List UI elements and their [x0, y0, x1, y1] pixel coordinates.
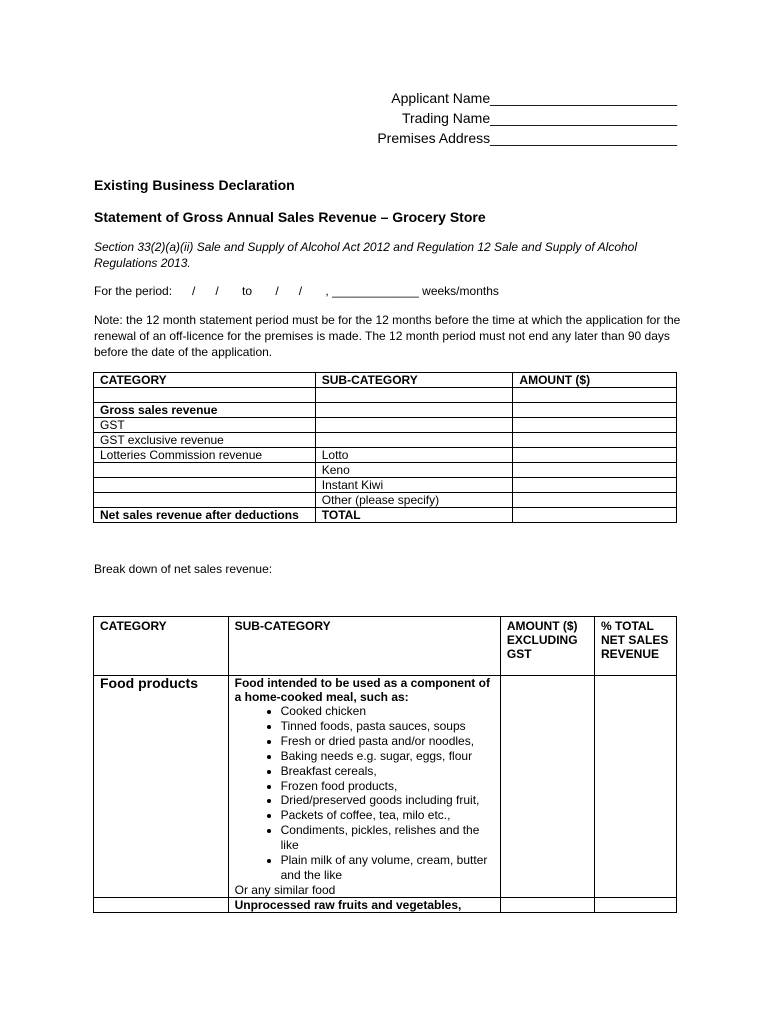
amount-cell[interactable]	[513, 508, 677, 523]
table-row	[94, 463, 677, 478]
list-item: • Breakfast cereals,	[281, 764, 494, 779]
table-cell: Gross sales revenue	[94, 403, 316, 418]
premises-address-field: Premises Address________________________	[377, 130, 677, 146]
table-row	[94, 508, 677, 523]
table-cell	[94, 478, 316, 493]
table-cell: TOTAL	[315, 508, 513, 523]
table-cell: GST exclusive revenue	[94, 433, 316, 448]
table-cell: Other (please specify)	[315, 493, 513, 508]
amount-cell[interactable]	[513, 418, 677, 433]
table-row	[94, 897, 677, 912]
table-header-row	[94, 373, 677, 388]
amount-cell[interactable]	[500, 676, 594, 898]
note-paragraph: Note: the 12 month statement period must be for the 12 months before the time at which the application for the renewal of an off-licence for the premises is made. The 12 month period must not end any later than 90 days before the date of the application.	[94, 313, 681, 359]
amount-cell[interactable]	[500, 897, 594, 912]
header-amount-excl-gst: AMOUNT ($) EXCLUDING GST	[500, 617, 594, 676]
food-outro-text: Or any similar food	[234, 882, 336, 897]
applicant-name-field: Applicant Name________________________	[391, 90, 677, 106]
header-category: CATEGORY	[94, 373, 316, 388]
table-row	[94, 403, 677, 418]
header-amount: AMOUNT ($)	[513, 373, 677, 388]
amount-cell[interactable]	[513, 448, 677, 463]
declaration-heading: Existing Business Declaration	[94, 177, 295, 193]
table-cell	[94, 897, 229, 912]
table-cell	[94, 388, 316, 403]
list-item: • Dried/preserved goods including fruit,	[281, 793, 494, 808]
list-item: • Condiments, pickles, relishes and the like	[281, 823, 494, 853]
list-item: • Fresh or dried pasta and/or noodles,	[281, 734, 494, 749]
amount-cell[interactable]	[513, 403, 677, 418]
table-row	[94, 388, 677, 403]
table-cell	[315, 433, 513, 448]
section-reference: Section 33(2)(a)(ii) Sale and Supply of Alcohol Act 2012 and Regulation 12 Sale and Supply of Alcohol Regulations 2013.	[94, 240, 638, 270]
table-cell	[315, 403, 513, 418]
table-cell	[94, 493, 316, 508]
list-item: • Baking needs e.g. sugar, eggs, flour	[281, 749, 494, 764]
amount-cell[interactable]	[513, 463, 677, 478]
table-cell	[315, 418, 513, 433]
table-row	[94, 448, 677, 463]
amount-cell[interactable]	[513, 493, 677, 508]
header-sub-category: SUB-CATEGORY	[315, 373, 513, 388]
table-cell: Lotto	[315, 448, 513, 463]
table-cell: Instant Kiwi	[315, 478, 513, 493]
header-sub-category: SUB-CATEGORY	[228, 617, 500, 676]
amount-cell[interactable]	[513, 478, 677, 493]
food-sub-category	[228, 676, 500, 898]
table-cell: Keno	[315, 463, 513, 478]
list-item: • Packets of coffee, tea, milo etc.,	[281, 808, 494, 823]
percent-cell[interactable]	[595, 676, 677, 898]
breakdown-label: Break down of net sales revenue:	[94, 562, 273, 576]
table-cell: Lotteries Commission revenue	[94, 448, 316, 463]
list-item: • Cooked chicken	[281, 704, 494, 719]
table-row	[94, 433, 677, 448]
applicant-details	[377, 88, 677, 148]
table-cell: Unprocessed raw fruits and vegetables,	[228, 897, 500, 912]
table-row	[94, 418, 677, 433]
list-item: • Tinned foods, pasta sauces, soups	[281, 719, 494, 734]
table-cell	[94, 463, 316, 478]
list-item: • Plain milk of any volume, cream, butter and the like	[281, 853, 494, 883]
table-cell: GST	[94, 418, 316, 433]
table-cell	[315, 388, 513, 403]
statement-heading: Statement of Gross Annual Sales Revenue – Grocery Store	[94, 209, 486, 225]
trading-name-field: Trading Name________________________	[401, 110, 677, 126]
table-row	[94, 493, 677, 508]
table-cell: Net sales revenue after deductions	[94, 508, 316, 523]
period-line: For the period: / / to / / , _____________ weeks/months	[94, 284, 499, 298]
food-intro-text: Food intended to be used as a component of a home-cooked meal, such as:	[234, 676, 490, 704]
gross-sales-table	[93, 372, 677, 523]
percent-cell[interactable]	[595, 897, 677, 912]
table-header-row	[94, 617, 677, 676]
header-percent-net-sales: % TOTAL NET SALES REVENUE	[595, 617, 677, 676]
food-items-list	[235, 704, 494, 883]
amount-cell[interactable]	[513, 388, 677, 403]
list-item: • Frozen food products,	[281, 779, 494, 794]
table-row	[94, 478, 677, 493]
amount-cell[interactable]	[513, 433, 677, 448]
food-products-category: Food products	[94, 676, 229, 898]
table-row	[94, 676, 677, 898]
header-category: CATEGORY	[94, 617, 229, 676]
net-sales-breakdown-table	[93, 616, 677, 913]
